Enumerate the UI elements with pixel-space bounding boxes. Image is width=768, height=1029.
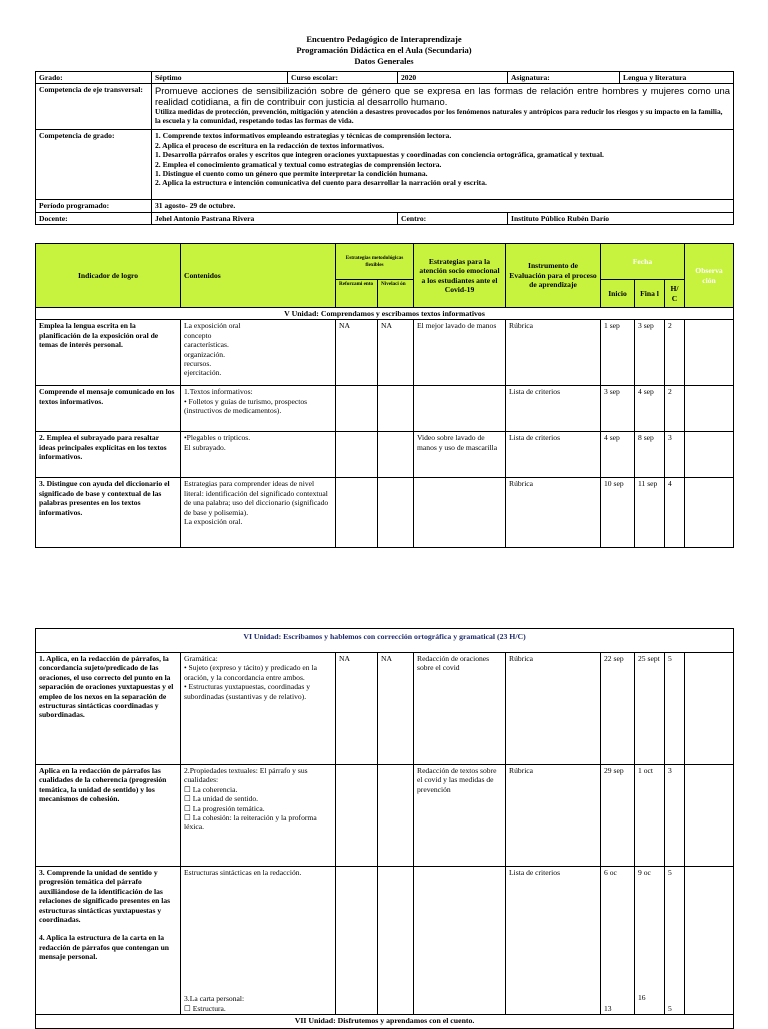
asignatura-label: Asignatura: bbox=[508, 72, 620, 84]
hc-value: 5 bbox=[668, 868, 672, 877]
inicio-cell bbox=[601, 867, 635, 1015]
final-value: 16 bbox=[638, 992, 646, 1002]
indicador-cell bbox=[36, 867, 181, 1015]
comp-grado-item: 1. Comprende textos informativos empleando estrategias y técnicas de comprensión lectora. bbox=[155, 131, 452, 141]
header-title: Encuentro Pedagógico de Interaprendizaje bbox=[306, 34, 462, 44]
instrumento-cell: Rúbrica bbox=[506, 478, 601, 548]
instrumento-cell: Rúbrica bbox=[506, 320, 601, 386]
periodo-value: 31 agosto- 29 de octubre. bbox=[152, 200, 734, 212]
general-data-table bbox=[35, 71, 734, 225]
comp-eje-label: Competencia de eje transversal: bbox=[36, 84, 152, 130]
contenido-line: 2.Propiedades textuales: El párrafo y sus cualidades: bbox=[184, 766, 308, 785]
atencion-cell: Redacción de oraciones sobre el covid bbox=[414, 653, 506, 765]
table-row bbox=[36, 478, 734, 548]
contenidos-cell bbox=[181, 653, 336, 765]
col-instrumento: Instrumento de Evaluación para el proceso de aprendizaje bbox=[506, 244, 601, 308]
contenido-line: organización. bbox=[184, 349, 225, 359]
table-row bbox=[36, 765, 734, 867]
nivelacion-cell bbox=[378, 432, 414, 478]
comp-grado-cell bbox=[152, 130, 734, 200]
docente-label: Docente: bbox=[36, 212, 152, 224]
hc-cell: 2 bbox=[665, 320, 685, 386]
indicador-cell: 2. Emplea el subrayado para resaltar ideas principales explícitas en los textos informativos. bbox=[36, 432, 181, 478]
docente-value: Jehel Antonio Pastrana Rivera bbox=[152, 212, 398, 224]
reforzamiento-cell: NA bbox=[336, 653, 378, 765]
comp-grado-item: 2. Aplica el proceso de escritura en la redacción de textos informativos. bbox=[155, 140, 384, 150]
final-cell: 11 sep bbox=[635, 478, 665, 548]
contenido-line: El subrayado. bbox=[184, 442, 226, 452]
hc-cell: 4 bbox=[665, 478, 685, 548]
nivelacion-cell bbox=[378, 386, 414, 432]
col-contenidos: Contenidos bbox=[181, 244, 336, 308]
inicio-cell: 10 sep bbox=[601, 478, 635, 548]
inicio-cell: 1 sep bbox=[601, 320, 635, 386]
observacion-cell bbox=[685, 653, 734, 765]
observacion-cell bbox=[685, 478, 734, 548]
instrumento-cell: Rúbrica bbox=[506, 765, 601, 867]
indicador-cell: 3. Distingue con ayuda del diccionario el significado de base y contextual de las palabras presentes en los textos informativos. bbox=[36, 478, 181, 548]
inicio-cell: 4 sep bbox=[601, 432, 635, 478]
contenido-line: recursos. bbox=[184, 359, 212, 369]
col-reforzamiento: Reforzami ento bbox=[336, 280, 378, 308]
table-row bbox=[36, 867, 734, 1015]
contenido-line: ejercitación. bbox=[184, 368, 222, 378]
inicio-value: 13 bbox=[604, 1003, 612, 1013]
hc-cell bbox=[665, 867, 685, 1015]
final-cell: 8 sep bbox=[635, 432, 665, 478]
table-row bbox=[36, 432, 734, 478]
col-atencion: Estrategias para la atención socio emocional a los estudiantes ante el Covid-19 bbox=[414, 244, 506, 308]
header-section: Datos Generales bbox=[354, 56, 414, 66]
col-indicador: Indicador de logro bbox=[36, 244, 181, 308]
nivelacion-cell bbox=[378, 765, 414, 867]
centro-value: Instituto Público Rubén Darío bbox=[508, 212, 734, 224]
contenido-line: ☐ La coherencia. bbox=[184, 784, 238, 794]
comp-grado-item: 2. Emplea el conocimiento gramatical y textual como estrategias de comprensión lectora. bbox=[155, 159, 442, 169]
indicador-text: 4. Aplica la estructura de la carta en la redacción de párrafos que contengan un mensaje personal. bbox=[39, 933, 170, 962]
reforzamiento-cell bbox=[336, 867, 378, 1015]
indicador-cell: Aplica en la redacción de párrafos las cualidades de la coherencia (progresión temática, la unidad de sentido) y los mecanismos de cohesión. bbox=[36, 765, 181, 867]
header-subtitle: Programación Didáctica en el Aula (Secundaria) bbox=[296, 45, 472, 55]
contenido-line: Estrategias para comprender ideas de nivel literal: identificación del significado contextual de una palabra; uso del diccionario (significado de base y polisemia). bbox=[184, 479, 329, 517]
contenidos-cell bbox=[181, 386, 336, 432]
instrumento-cell: Lista de criterios bbox=[506, 432, 601, 478]
contenido-line: • Estructuras yuxtapuestas, coordinadas y subordinadas (sustantivas y de relativo). bbox=[184, 682, 311, 701]
atencion-cell: Redacción de textos sobre el covid y las medidas de prevención bbox=[414, 765, 506, 867]
contenido-line: ☐ Estructura. bbox=[184, 1003, 226, 1013]
comp-grado-label: Competencia de grado: bbox=[36, 130, 152, 200]
comp-eje-cell bbox=[152, 84, 734, 130]
contenido-line: Estructuras sintácticas en la redacción. bbox=[184, 868, 302, 877]
table-row bbox=[36, 320, 734, 386]
unit5-table bbox=[35, 243, 734, 548]
contenidos-cell bbox=[181, 432, 336, 478]
observacion-cell bbox=[685, 386, 734, 432]
col-observacion: Observa ción bbox=[685, 244, 734, 308]
final-cell: 4 sep bbox=[635, 386, 665, 432]
centro-label: Centro: bbox=[398, 212, 508, 224]
reforzamiento-cell bbox=[336, 765, 378, 867]
unit6-table bbox=[35, 628, 734, 1029]
contenido-line: • Sujeto (expreso y tácito) y predicado en la oración, y la concordancia entre ambos. bbox=[184, 663, 317, 682]
col-inicio: Inicio bbox=[601, 280, 635, 308]
comp-grado-item: 1. Desarrolla párrafos orales y escritos que integren oraciones yuxtapuestas y coordinadas con conciencia ortográfica, gramatical y textual. bbox=[155, 150, 604, 160]
inicio-cell: 3 sep bbox=[601, 386, 635, 432]
hc-cell: 2 bbox=[665, 386, 685, 432]
unit6-title: VI Unidad: Escribamos y hablemos con corrección ortográfica y gramatical (23 H/C) bbox=[36, 629, 734, 653]
contenidos-cell bbox=[181, 320, 336, 386]
reforzamiento-cell: NA bbox=[336, 320, 378, 386]
atencion-cell: El mejor lavado de manos bbox=[414, 320, 506, 386]
hc-value: 5 bbox=[668, 1003, 672, 1013]
inicio-cell: 22 sep bbox=[601, 653, 635, 765]
periodo-label: Período programado: bbox=[36, 200, 152, 212]
atencion-cell bbox=[414, 386, 506, 432]
atencion-cell: Video sobre lavado de manos y uso de mascarilla bbox=[414, 432, 506, 478]
inicio-cell: 29 sep bbox=[601, 765, 635, 867]
hc-cell: 3 bbox=[665, 432, 685, 478]
final-cell: 3 sep bbox=[635, 320, 665, 386]
unit7-title: VII Unidad: Disfrutemos y aprendamos con el cuento. bbox=[36, 1015, 734, 1029]
col-hc: H/ C bbox=[665, 280, 685, 308]
atencion-cell bbox=[414, 867, 506, 1015]
observacion-cell bbox=[685, 432, 734, 478]
unit5-title: V Unidad: Comprendamos y escribamos textos informativos bbox=[36, 308, 734, 320]
grado-label: Grado: bbox=[36, 72, 152, 84]
contenido-line: concepto bbox=[184, 330, 212, 340]
final-cell bbox=[635, 867, 665, 1015]
indicador-cell: 1. Aplica, en la redacción de párrafos, la concordancia sujeto/predicado de las oraciones, el uso correcto del punto en la separación de oraciones yuxtapuestas y el empleo de los nexos en la separación de estructuras sintácticas coordinadas y subordinadas. bbox=[36, 653, 181, 765]
observacion-cell bbox=[685, 765, 734, 867]
contenido-line: ☐ La progresión temática. bbox=[184, 803, 265, 813]
contenido-line: 1.Textos informativos: bbox=[184, 387, 253, 397]
hc-cell: 5 bbox=[665, 653, 685, 765]
nivelacion-cell bbox=[378, 867, 414, 1015]
instrumento-cell: Lista de criterios bbox=[506, 867, 601, 1015]
contenidos-cell bbox=[181, 478, 336, 548]
nivelacion-cell: NA bbox=[378, 653, 414, 765]
col-estrategias-flex: Estrategias metodológicas flexibles bbox=[336, 244, 414, 280]
nivelacion-cell bbox=[378, 478, 414, 548]
comp-eje-text1: Promueve acciones de sensibilización sobre de género que se expresa en las formas de relación entre hombres y mujeres como una realidad cotidiana, a fin de contribuir con justicia al desarrollo humano. bbox=[155, 85, 730, 108]
contenido-line: ☐ La unidad de sentido. bbox=[184, 794, 259, 804]
reforzamiento-cell bbox=[336, 478, 378, 548]
grado-value: Séptimo bbox=[152, 72, 288, 84]
indicador-cell: Emplea la lengua escrita en la planificación de la exposición oral de temas de interés personal. bbox=[36, 320, 181, 386]
final-cell: 1 oct bbox=[635, 765, 665, 867]
final-cell: 25 sept bbox=[635, 653, 665, 765]
contenido-line: La exposición oral. bbox=[184, 517, 243, 527]
contenido-line: ☐ La cohesión: la reiteración y la proforma léxica. bbox=[184, 813, 317, 832]
contenidos-cell bbox=[181, 765, 336, 867]
curso-label: Curso escolar: bbox=[288, 72, 398, 84]
instrumento-cell: Lista de criterios bbox=[506, 386, 601, 432]
comp-eje-text2: Utiliza medidas de protección, prevención, mitigación y atención a desastres provocados por los fenómenos naturales y antrópicos para reducir los riesgos y su impacto en la familia, la escuela y la comunidad, respetando todas las formas de vida. bbox=[155, 107, 723, 126]
contenido-line: • Folletos y guías de turismo, prospectos (instructivos de medicamentos). bbox=[184, 396, 308, 416]
contenidos-cell bbox=[181, 867, 336, 1015]
table-row bbox=[36, 653, 734, 765]
indicador-cell: Comprende el mensaje comunicado en los textos informativos. bbox=[36, 386, 181, 432]
instrumento-cell: Rúbrica bbox=[506, 653, 601, 765]
hc-cell: 3 bbox=[665, 765, 685, 867]
indicador-text: 3. Comprende la unidad de sentido y progresión temática del párrafo auxiliándose de la identificación de las relaciones de significado presentes en las estructuras sintácticas yuxtapuestas y coordinadas. bbox=[39, 868, 171, 925]
col-fecha: Fecha bbox=[601, 244, 685, 280]
reforzamiento-cell bbox=[336, 386, 378, 432]
comp-grado-item: 1. Distingue el cuento como un género que permite interpretar la condición humana. bbox=[155, 169, 428, 179]
atencion-cell bbox=[414, 478, 506, 548]
contenido-line: características. bbox=[184, 340, 229, 350]
asignatura-value: Lengua y literatura bbox=[620, 72, 734, 84]
reforzamiento-cell bbox=[336, 432, 378, 478]
nivelacion-cell: NA bbox=[378, 320, 414, 386]
table-row bbox=[36, 386, 734, 432]
observacion-cell bbox=[685, 320, 734, 386]
contenido-line: 3.La carta personal: bbox=[184, 994, 245, 1004]
col-final: Fina l bbox=[635, 280, 665, 308]
final-value: 9 oc bbox=[638, 868, 651, 877]
col-nivelacion: Nivelaci ón bbox=[378, 280, 414, 308]
contenido-line: •Plegables o trípticos. bbox=[184, 433, 251, 443]
contenido-line: La exposición oral bbox=[184, 321, 241, 331]
observacion-cell bbox=[685, 867, 734, 1015]
curso-value: 2020 bbox=[398, 72, 508, 84]
comp-grado-item: 2. Aplica la estructura e intención comunicativa del cuento para desarrollar la narración oral y escrita. bbox=[155, 178, 487, 188]
inicio-value: 6 oc bbox=[604, 868, 617, 877]
contenido-line: Gramática: bbox=[184, 654, 218, 663]
